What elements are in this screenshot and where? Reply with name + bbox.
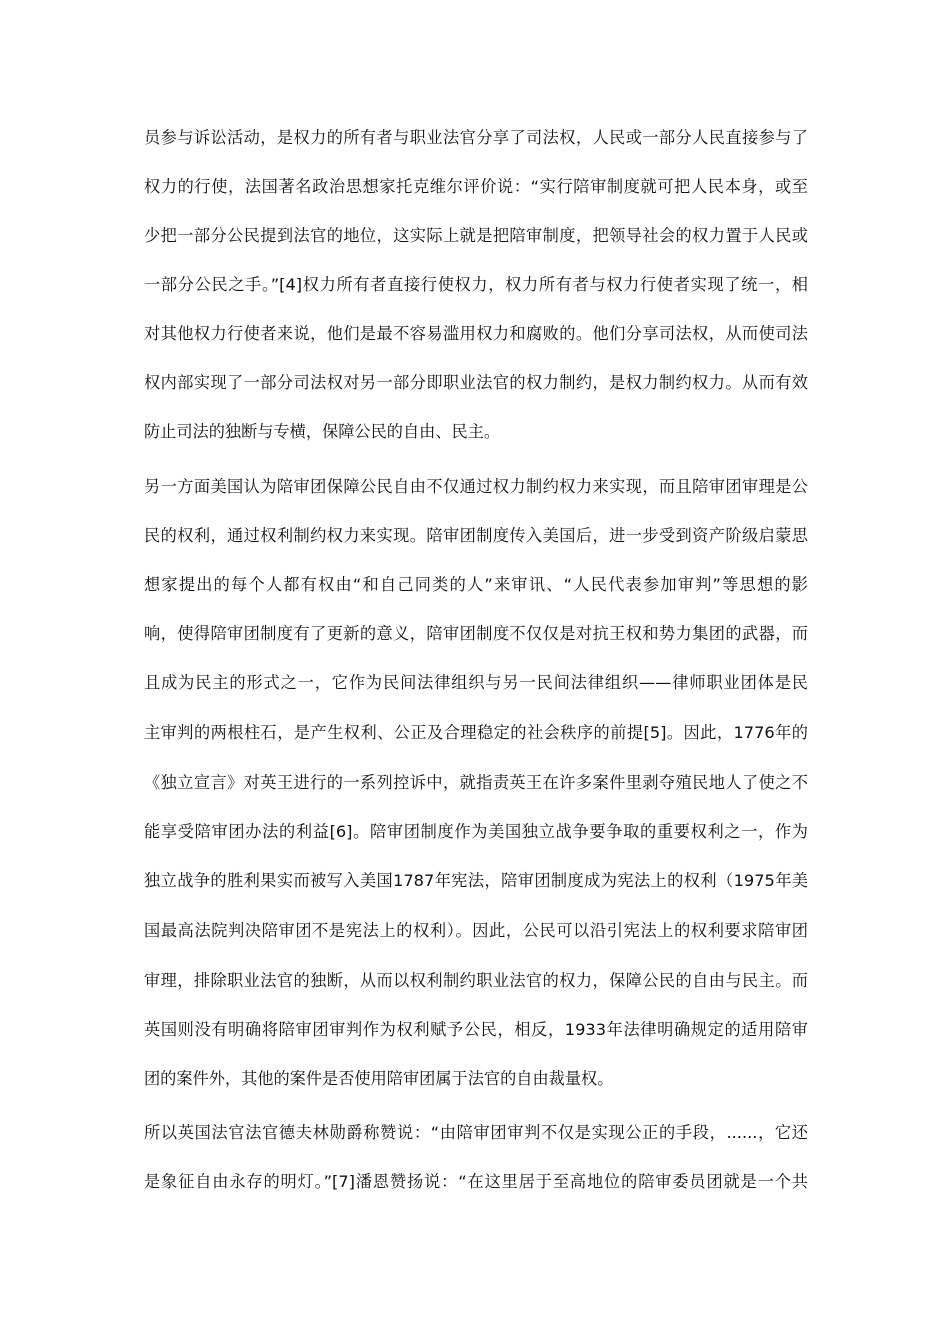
- text-line: 审理，排除职业法官的独断，从而以权利制约职业法官的权力，保障公民的自由与民主。而: [144, 971, 808, 990]
- text-line: 英国则没有明确将陪审团审判作为权利赋予公民，相反，1933年法律明确规定的适用陪审: [144, 1020, 808, 1039]
- text-line: 另一方面美国认为陪审团保障公民自由不仅通过权力制约权力来实现，而且陪审团审理是公: [144, 477, 808, 496]
- text-line: 主审判的两根柱石，是产生权利、公正及合理稳定的社会秩序的前提[5]。因此，1776年的: [144, 723, 808, 742]
- text-line: 员参与诉讼活动，是权力的所有者与职业法官分享了司法权，人民或一部分人民直接参与了: [144, 128, 808, 147]
- text-line: 团的案件外，其他的案件是否使用陪审团属于法官的自由裁量权。: [144, 1069, 614, 1088]
- text-line: 《独立宣言》对英王进行的一系列控诉中，就指责英王在许多案件里剥夺殖民地人了使之不: [144, 773, 808, 792]
- text-line: 权内部实现了一部分司法权对另一部分即职业法官的权力制约，是权力制约权力。从而有效: [144, 373, 808, 392]
- text-line: 少把一部分公民提到法官的地位，这实际上就是把陪审制度，把领导社会的权力置于人民或: [144, 226, 808, 245]
- text-line: 对其他权力行使者来说，他们是最不容易滥用权力和腐败的。他们分享司法权，从而使司法: [144, 324, 808, 343]
- text-line: 想家提出的每个人都有权由“和自己同类的人”来审讯、“人民代表参加审判”等思想的影: [144, 575, 808, 594]
- text-line: 独立战争的胜利果实而被写入美国1787年宪法，陪审团制度成为宪法上的权利（1975年美: [144, 871, 808, 890]
- text-line: 且成为民主的形式之一，它作为民间法律组织与另一民间法律组织——律师职业团体是民: [144, 673, 808, 692]
- text-line: 所以英国法官法官德夫林勋爵称赞说：“由陪审团审判不仅是实现公正的手段，......，它还: [144, 1123, 808, 1142]
- text-line: 能享受陪审团办法的利益[6]。陪审团制度作为美国独立战争要争取的重要权利之一，作为: [144, 822, 808, 841]
- text-line: 一部分公民之手。”[4]权力所有者直接行使权力，权力所有者与权力行使者实现了统一，相: [144, 275, 808, 294]
- text-line: 是象征自由永存的明灯。”[7]潘恩赞扬说：“在这里居于至高地位的陪审委员团就是一个共: [144, 1172, 808, 1191]
- text-line: 响，使得陪审团制度有了更新的意义，陪审团制度不仅仅是对抗王权和势力集团的武器，而: [144, 624, 808, 643]
- text-line: 国最高法院判决陪审团不是宪法上的权利）。因此，公民可以沿引宪法上的权利要求陪审团: [144, 921, 808, 940]
- text-line: 权力的行使，法国著名政治思想家托克维尔评价说：“实行陪审制度就可把人民本身，或至: [144, 177, 808, 196]
- text-line: 民的权利，通过权利制约权力来实现。陪审团制度传入美国后，进一步受到资产阶级启蒙思: [144, 526, 808, 545]
- text-line: 防止司法的独断与专横，保障公民的自由、民主。: [144, 422, 501, 441]
